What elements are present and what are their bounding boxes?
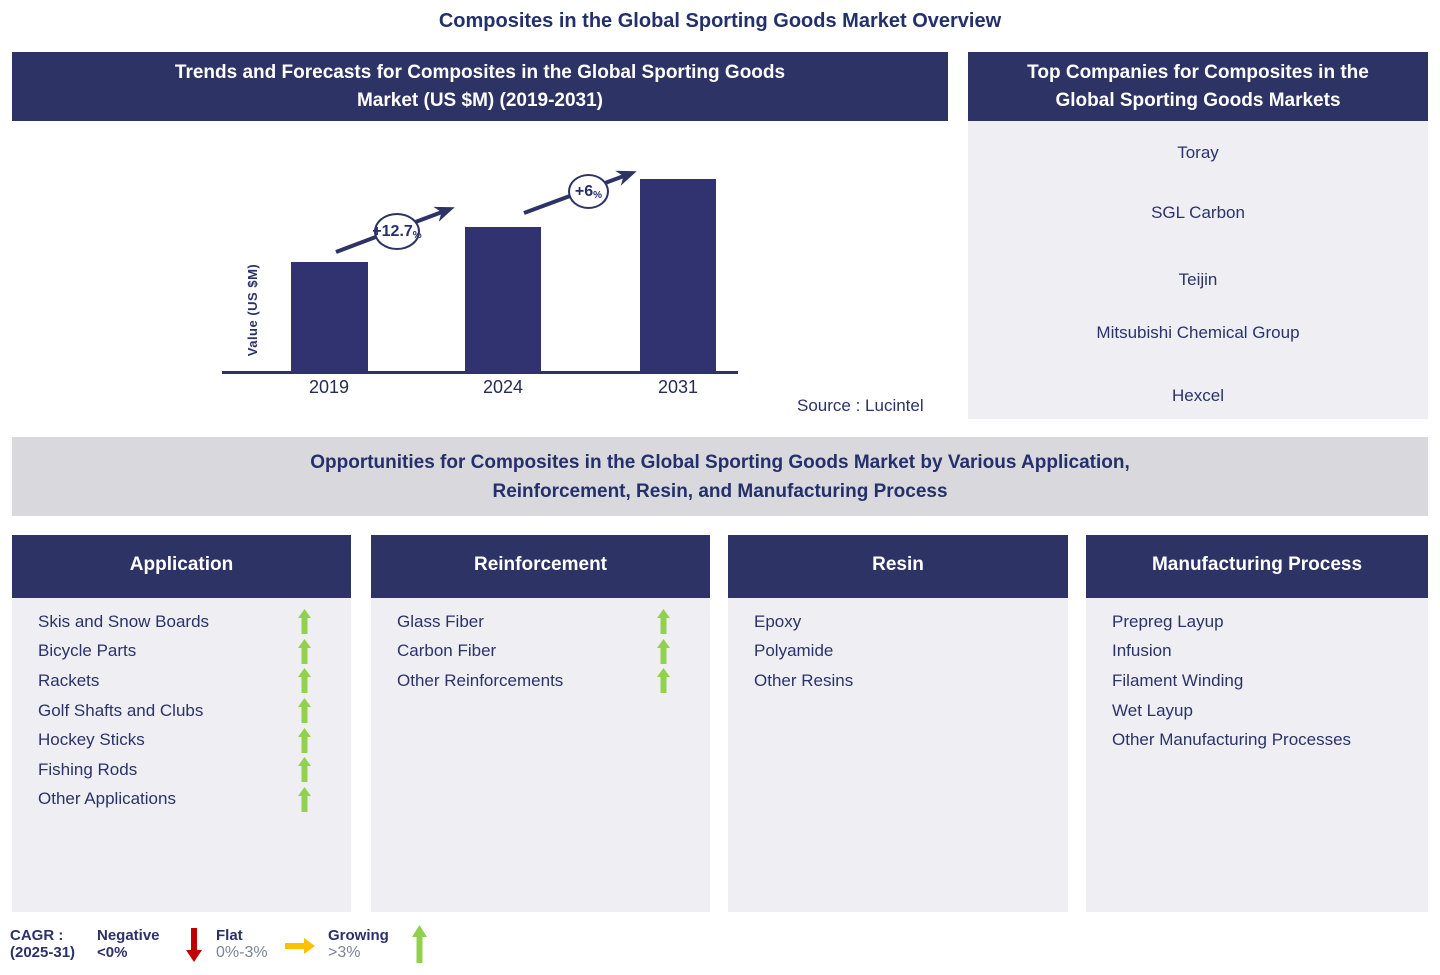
- company-item: SGL Carbon: [1151, 203, 1245, 222]
- green-up-arrow-icon: [298, 728, 311, 753]
- percent-sign: %: [412, 229, 422, 241]
- list-item: Bicycle Parts: [12, 637, 351, 667]
- list-item: Carbon Fiber: [371, 637, 710, 667]
- list-item: Epoxy: [754, 611, 802, 631]
- growth-value: +12.7: [372, 222, 413, 240]
- red-down-arrow-icon: [186, 928, 202, 962]
- green-up-arrow-icon: [657, 668, 670, 693]
- legend-flat: Flat 0%-3%: [216, 927, 268, 961]
- trends-panel-header: [12, 52, 948, 121]
- list-item: Fishing Rods: [12, 755, 351, 785]
- column-header-resin: Resin: [728, 535, 1068, 598]
- column-application: [12, 598, 351, 912]
- tick-label-2031: 2031: [657, 377, 699, 397]
- source-label: Source : Lucintel: [797, 396, 924, 415]
- company-item: Toray: [1177, 143, 1219, 162]
- column-resin: [728, 598, 1068, 912]
- growth-value: +6: [574, 182, 594, 200]
- companies-list: [968, 121, 1428, 419]
- tick-label-2019: 2019: [308, 377, 350, 397]
- green-up-arrow-icon: [298, 609, 311, 634]
- growth-badge-12-7: [374, 213, 420, 250]
- page-title: Composites in the Global Sporting Goods Market Overview: [438, 10, 1002, 32]
- green-up-arrow-icon: [412, 925, 427, 963]
- column-header-manufacturing-process: Manufacturing Process: [1086, 535, 1428, 598]
- green-up-arrow-icon: [298, 639, 311, 664]
- list-item: Golf Shafts and Clubs: [12, 696, 351, 726]
- list-item: Wet Layup: [1112, 700, 1193, 720]
- list-item: Other Reinforcements: [371, 666, 710, 696]
- x-axis: [222, 371, 738, 374]
- company-item: Mitsubishi Chemical Group: [1096, 323, 1300, 342]
- green-up-arrow-icon: [298, 668, 311, 693]
- tick-label-2024: 2024: [482, 377, 524, 397]
- list-item: Filament Winding: [1112, 670, 1244, 690]
- orange-right-arrow-icon: [285, 938, 315, 954]
- cagr-label: CAGR : (2025-31): [10, 927, 76, 961]
- growth-arrows: [222, 150, 738, 371]
- companies-title-line2: Global Sporting Goods Markets: [1055, 90, 1341, 111]
- trends-title-line1: Trends and Forecasts for Composites in the Global Sporting Goods: [174, 62, 786, 83]
- list-item: Other Manufacturing Processes: [1112, 730, 1352, 750]
- green-up-arrow-icon: [657, 639, 670, 664]
- growth-badge-6: [568, 174, 609, 209]
- column-reinforcement: [371, 598, 710, 912]
- column-manufacturing-process: [1086, 598, 1428, 912]
- list-item: Infusion: [1112, 641, 1172, 661]
- company-item: Hexcel: [1172, 386, 1224, 405]
- list-item: Other Applications: [12, 785, 351, 815]
- green-up-arrow-icon: [298, 787, 311, 812]
- companies-panel-header: [968, 52, 1428, 121]
- companies-title-line1: Top Companies for Composites in the: [1027, 62, 1369, 83]
- list-item: Rackets: [12, 666, 351, 696]
- green-up-arrow-icon: [657, 609, 670, 634]
- list-item: Hockey Sticks: [12, 725, 351, 755]
- company-item: Teijin: [1178, 270, 1218, 289]
- y-axis-label: Value (US $M): [245, 263, 260, 357]
- list-item: Prepreg Layup: [1112, 611, 1224, 631]
- list-item: Glass Fiber: [371, 607, 710, 637]
- opportunities-band: [12, 437, 1428, 516]
- legend-growing: Growing >3%: [328, 927, 389, 961]
- column-header-reinforcement: Reinforcement: [371, 535, 710, 598]
- list-item: Polyamide: [754, 641, 834, 661]
- opportunities-line1: Opportunities for Composites in the Global Sporting Goods Market by Various Application,: [310, 452, 1130, 473]
- percent-sign: %: [593, 189, 603, 201]
- legend-negative: Negative <0%: [97, 927, 160, 961]
- trends-title-line2: Market (US $M) (2019-2031): [356, 90, 604, 111]
- green-up-arrow-icon: [298, 698, 311, 723]
- column-header-application: Application: [12, 535, 351, 598]
- list-item: Skis and Snow Boards: [12, 607, 351, 637]
- list-item: Other Resins: [754, 670, 854, 690]
- opportunities-line2: Reinforcement, Resin, and Manufacturing Process: [492, 481, 948, 502]
- green-up-arrow-icon: [298, 757, 311, 782]
